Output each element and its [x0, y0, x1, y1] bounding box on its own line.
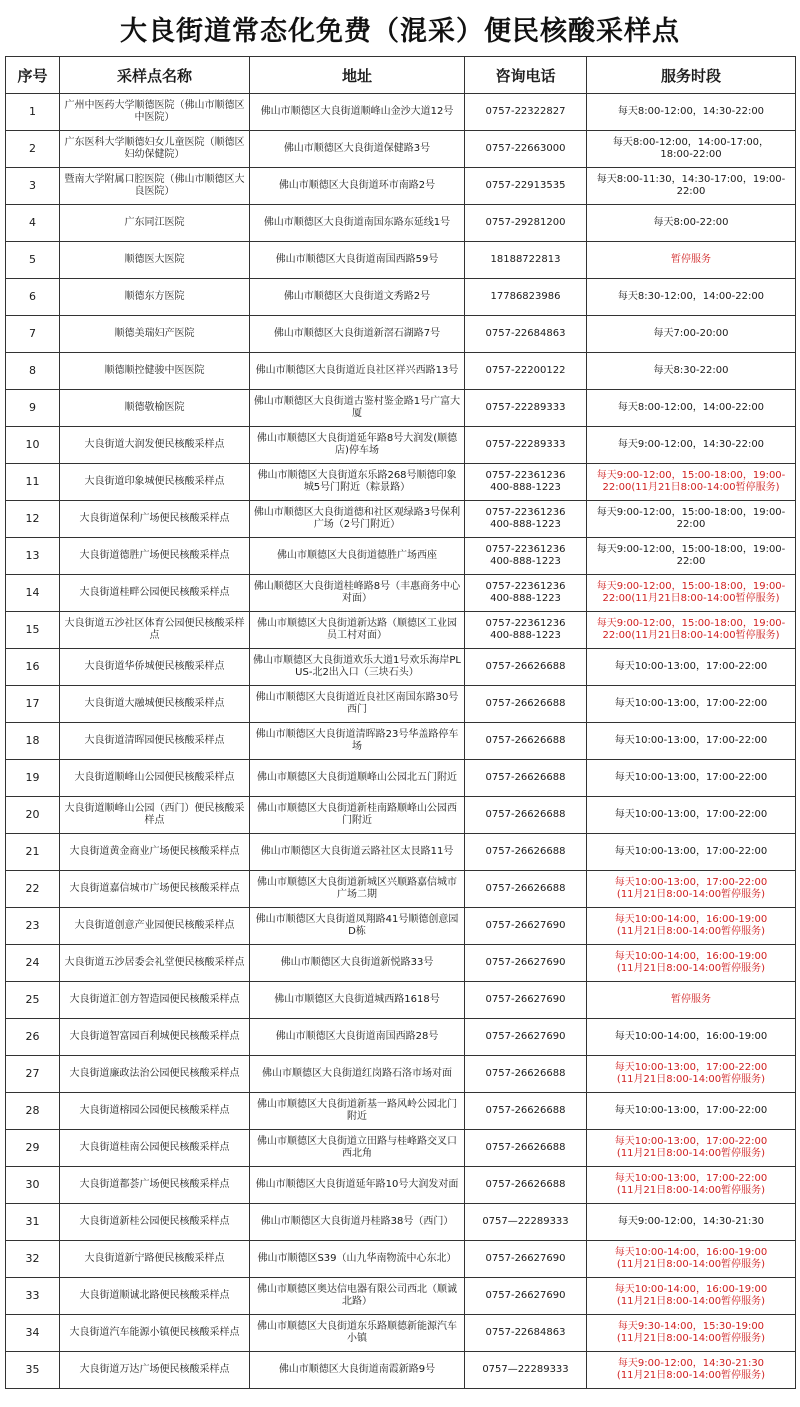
- cell-hours: 每天10:00-13:00，17:00-22:00 (11月21日8:00-14:00暂停服务): [587, 1056, 796, 1093]
- table-row: [6, 1352, 796, 1389]
- cell-seq: 22: [6, 871, 60, 908]
- table-row: [6, 131, 796, 168]
- cell-phone: 0757-26627690: [465, 1019, 587, 1056]
- cell-site-name: 大良街道顺诚北路便民核酸采样点: [60, 1278, 250, 1315]
- table-row: [6, 1241, 796, 1278]
- cell-seq: 28: [6, 1093, 60, 1130]
- cell-phone: 0757-26626688: [465, 1056, 587, 1093]
- cell-phone: 0757-26626688: [465, 760, 587, 797]
- cell-phone: 0757-29281200: [465, 205, 587, 242]
- cell-site-name: 大良街道大融城便民核酸采样点: [60, 686, 250, 723]
- cell-phone: 17786823986: [465, 279, 587, 316]
- cell-seq: 25: [6, 982, 60, 1019]
- cell-site-name: 大良街道保利广场便民核酸采样点: [60, 501, 250, 538]
- cell-address: 佛山市顺德区大良街道顺峰山公园北五门附近: [250, 760, 465, 797]
- cell-hours: 每天9:00-12:00，15:00-18:00，19:00-22:00: [587, 501, 796, 538]
- cell-hours: 每天8:00-11:30，14:30-17:00，19:00-22:00: [587, 168, 796, 205]
- cell-seq: 10: [6, 427, 60, 464]
- cell-address: 佛山市顺德区大良街道延年路8号大润发(顺德店)停车场: [250, 427, 465, 464]
- cell-phone: 0757-22361236 400-888-1223: [465, 612, 587, 649]
- cell-seq: 19: [6, 760, 60, 797]
- cell-phone: 0757-26626688: [465, 649, 587, 686]
- cell-site-name: 大良街道新桂公园便民核酸采样点: [60, 1204, 250, 1241]
- cell-seq: 15: [6, 612, 60, 649]
- cell-address: 佛山市顺德区大良街道南国东路东延线1号: [250, 205, 465, 242]
- cell-site-name: 大良街道清晖园便民核酸采样点: [60, 723, 250, 760]
- cell-hours: 每天10:00-13:00，17:00-22:00: [587, 649, 796, 686]
- cell-hours: 每天10:00-13:00，17:00-22:00 (11月21日8:00-14:00暂停服务): [587, 871, 796, 908]
- cell-address: 佛山市顺德区大良街道东乐路268号顺德印象城5号门附近（粽景路）: [250, 464, 465, 501]
- table-row: [6, 353, 796, 390]
- table-row: [6, 575, 796, 612]
- cell-address: 佛山顺德区大良街道桂峰路8号（丰惠商务中心对面）: [250, 575, 465, 612]
- cell-hours: 每天10:00-14:00，16:00-19:00 (11月21日8:00-14:00暂停服务): [587, 908, 796, 945]
- cell-hours: 每天10:00-13:00，17:00-22:00: [587, 723, 796, 760]
- cell-hours: 每天9:00-12:00，15:00-18:00，19:00-22:00(11月21日8:00-14:00暂停服务): [587, 612, 796, 649]
- cell-site-name: 大良街道汽车能源小镇便民核酸采样点: [60, 1315, 250, 1352]
- cell-address: 佛山市顺德区大良街道丹桂路38号（西门）: [250, 1204, 465, 1241]
- cell-address: 佛山市顺德区大良街道新达路（顺德区工业园员工村对面）: [250, 612, 465, 649]
- table-row: [6, 871, 796, 908]
- cell-address: 佛山市顺德区大良街道环市南路2号: [250, 168, 465, 205]
- table-row: [6, 1019, 796, 1056]
- cell-hours: 每天8:00-12:00，14:00-22:00: [587, 390, 796, 427]
- cell-seq: 23: [6, 908, 60, 945]
- table-header-row: [6, 57, 796, 94]
- cell-phone: 0757-26627690: [465, 945, 587, 982]
- cell-hours: 每天9:00-12:00，15:00-18:00，19:00-22:00(11月21日8:00-14:00暂停服务): [587, 575, 796, 612]
- cell-seq: 35: [6, 1352, 60, 1389]
- cell-seq: 7: [6, 316, 60, 353]
- cell-site-name: 大良街道嘉信城市广场便民核酸采样点: [60, 871, 250, 908]
- cell-seq: 14: [6, 575, 60, 612]
- cell-site-name: 大良街道创意产业园便民核酸采样点: [60, 908, 250, 945]
- cell-site-name: 大良街道新宁路便民核酸采样点: [60, 1241, 250, 1278]
- cell-seq: 8: [6, 353, 60, 390]
- cell-site-name: 顺德医大医院: [60, 242, 250, 279]
- table-row: [6, 501, 796, 538]
- cell-address: 佛山市顺德区大良街道清晖路23号华盖路停车场: [250, 723, 465, 760]
- cell-hours: 每天8:30-12:00，14:00-22:00: [587, 279, 796, 316]
- cell-site-name: 大良街道廉政法治公园便民核酸采样点: [60, 1056, 250, 1093]
- cell-site-name: 广州中医药大学顺德医院（佛山市顺德区中医院）: [60, 94, 250, 131]
- table-row: [6, 94, 796, 131]
- cell-phone: 0757-26626688: [465, 1130, 587, 1167]
- cell-address: 佛山市顺德区大良街道新滘石湖路7号: [250, 316, 465, 353]
- table-row: [6, 464, 796, 501]
- cell-site-name: 广东同江医院: [60, 205, 250, 242]
- cell-site-name: 大良街道大润发便民核酸采样点: [60, 427, 250, 464]
- table-row: [6, 205, 796, 242]
- cell-phone: 0757-22361236 400-888-1223: [465, 501, 587, 538]
- cell-phone: 0757-22289333: [465, 390, 587, 427]
- header-name: 采样点名称: [60, 57, 250, 94]
- table-row: [6, 1278, 796, 1315]
- cell-address: 佛山市顺德区奥达信电器有限公司西北（顺诚北路）: [250, 1278, 465, 1315]
- cell-seq: 1: [6, 94, 60, 131]
- table-row: [6, 1056, 796, 1093]
- table-row: [6, 242, 796, 279]
- cell-hours: 每天9:00-12:00，15:00-18:00，19:00-22:00(11月21日8:00-14:00暂停服务): [587, 464, 796, 501]
- cell-hours: 每天10:00-13:00，17:00-22:00: [587, 760, 796, 797]
- cell-hours: 每天10:00-14:00，16:00-19:00 (11月21日8:00-14:00暂停服务): [587, 945, 796, 982]
- cell-site-name: 大良街道黄金商业广场便民核酸采样点: [60, 834, 250, 871]
- cell-site-name: 大良街道桂南公园便民核酸采样点: [60, 1130, 250, 1167]
- cell-hours: 每天7:00-20:00: [587, 316, 796, 353]
- cell-address: 佛山市顺德区大良街道新城区兴顺路嘉信城市广场二期: [250, 871, 465, 908]
- cell-phone: 0757-26627690: [465, 1241, 587, 1278]
- cell-phone: 0757-22361236 400-888-1223: [465, 575, 587, 612]
- cell-site-name: 广东医科大学顺德妇女儿童医院（顺德区妇幼保健院）: [60, 131, 250, 168]
- header-address: 地址: [250, 57, 465, 94]
- cell-site-name: 大良街道智富园百利城便民核酸采样点: [60, 1019, 250, 1056]
- cell-hours: 每天10:00-13:00，17:00-22:00: [587, 834, 796, 871]
- header-seq: 序号: [6, 57, 60, 94]
- cell-site-name: 顺德东方医院: [60, 279, 250, 316]
- table-row: [6, 1315, 796, 1352]
- cell-hours: 每天9:00-12:00，14:30-21:30: [587, 1204, 796, 1241]
- cell-phone: 0757—22289333: [465, 1352, 587, 1389]
- cell-hours: 每天10:00-13:00，17:00-22:00: [587, 1093, 796, 1130]
- cell-hours: 暂停服务: [587, 982, 796, 1019]
- table-row: [6, 316, 796, 353]
- cell-phone: 0757-26626688: [465, 1167, 587, 1204]
- cell-address: 佛山市顺德区大良街道立田路与桂峰路交叉口西北角: [250, 1130, 465, 1167]
- cell-phone: 0757-26627690: [465, 982, 587, 1019]
- cell-address: 佛山市顺德区大良街道近良社区祥兴西路13号: [250, 353, 465, 390]
- cell-seq: 24: [6, 945, 60, 982]
- cell-address: 佛山市顺德区大良街道新桂南路顺峰山公园西门附近: [250, 797, 465, 834]
- cell-address: 佛山市顺德区大良街道南国西路59号: [250, 242, 465, 279]
- cell-hours: 每天10:00-14:00，16:00-19:00: [587, 1019, 796, 1056]
- cell-site-name: 顺德顺控健骏中医医院: [60, 353, 250, 390]
- cell-phone: 0757-26626688: [465, 723, 587, 760]
- table-body: [6, 94, 796, 1389]
- cell-phone: 0757—22289333: [465, 1204, 587, 1241]
- cell-seq: 30: [6, 1167, 60, 1204]
- cell-seq: 13: [6, 538, 60, 575]
- cell-address: 佛山市顺德区大良街道红岗路石洛市场对面: [250, 1056, 465, 1093]
- cell-hours: 每天9:00-12:00，14:30-21:30 (11月21日8:00-14:00暂停服务): [587, 1352, 796, 1389]
- cell-site-name: 大良街道万达广场便民核酸采样点: [60, 1352, 250, 1389]
- cell-seq: 3: [6, 168, 60, 205]
- cell-phone: 0757-22361236 400-888-1223: [465, 464, 587, 501]
- header-hours: 服务时段: [587, 57, 796, 94]
- cell-hours: 每天9:30-14:00，15:30-19:00 (11月21日8:00-14:00暂停服务): [587, 1315, 796, 1352]
- cell-hours: 暂停服务: [587, 242, 796, 279]
- cell-seq: 27: [6, 1056, 60, 1093]
- table-row: [6, 649, 796, 686]
- table-row: [6, 1093, 796, 1130]
- cell-address: 佛山市顺德区大良街道延年路10号大润发对面: [250, 1167, 465, 1204]
- table-row: [6, 168, 796, 205]
- cell-seq: 20: [6, 797, 60, 834]
- cell-seq: 4: [6, 205, 60, 242]
- cell-seq: 32: [6, 1241, 60, 1278]
- cell-seq: 5: [6, 242, 60, 279]
- cell-phone: 0757-22684863: [465, 1315, 587, 1352]
- cell-site-name: 大良街道顺峰山公园（西门）便民核酸采样点: [60, 797, 250, 834]
- cell-address: 佛山市顺德区大良街道古鉴村鉴金路1号广富大厦: [250, 390, 465, 427]
- cell-seq: 17: [6, 686, 60, 723]
- table-row: [6, 797, 796, 834]
- cell-address: 佛山市顺德区大良街道南霞新路9号: [250, 1352, 465, 1389]
- cell-hours: 每天10:00-13:00，17:00-22:00 (11月21日8:00-14:00暂停服务): [587, 1167, 796, 1204]
- cell-seq: 33: [6, 1278, 60, 1315]
- cell-seq: 6: [6, 279, 60, 316]
- cell-hours: 每天8:00-12:00，14:30-22:00: [587, 94, 796, 131]
- cell-seq: 16: [6, 649, 60, 686]
- cell-site-name: 大良街道汇创方智造园便民核酸采样点: [60, 982, 250, 1019]
- cell-phone: 0757-26626688: [465, 797, 587, 834]
- cell-seq: 21: [6, 834, 60, 871]
- table-row: [6, 723, 796, 760]
- cell-phone: 0757-22361236 400-888-1223: [465, 538, 587, 575]
- cell-seq: 12: [6, 501, 60, 538]
- cell-seq: 34: [6, 1315, 60, 1352]
- cell-hours: 每天8:00-22:00: [587, 205, 796, 242]
- cell-address: 佛山市顺德区大良街道德和社区观绿路3号保利广场（2号门附近）: [250, 501, 465, 538]
- sampling-sites-table: [5, 56, 796, 1389]
- table-row: [6, 760, 796, 797]
- cell-hours: 每天10:00-13:00，17:00-22:00: [587, 686, 796, 723]
- cell-address: 佛山市顺德区S39（山九华南物流中心东北）: [250, 1241, 465, 1278]
- cell-phone: 0757-26626688: [465, 834, 587, 871]
- table-row: [6, 945, 796, 982]
- cell-hours: 每天10:00-14:00，16:00-19:00 (11月21日8:00-14:00暂停服务): [587, 1278, 796, 1315]
- cell-phone: 0757-22913535: [465, 168, 587, 205]
- cell-seq: 9: [6, 390, 60, 427]
- cell-site-name: 大良街道五沙社区体育公园便民核酸采样点: [60, 612, 250, 649]
- cell-address: 佛山市顺德区大良街道文秀路2号: [250, 279, 465, 316]
- cell-hours: 每天10:00-14:00，16:00-19:00 (11月21日8:00-14:00暂停服务): [587, 1241, 796, 1278]
- cell-address: 佛山市顺德区大良街道东乐路顺德新能源汽车小镇: [250, 1315, 465, 1352]
- cell-phone: 18188722813: [465, 242, 587, 279]
- table-row: [6, 1130, 796, 1167]
- cell-hours: 每天10:00-13:00，17:00-22:00: [587, 797, 796, 834]
- cell-seq: 31: [6, 1204, 60, 1241]
- cell-site-name: 大良街道五沙居委会礼堂便民核酸采样点: [60, 945, 250, 982]
- cell-hours: 每天10:00-13:00，17:00-22:00 (11月21日8:00-14:00暂停服务): [587, 1130, 796, 1167]
- table-row: [6, 612, 796, 649]
- cell-address: 佛山市顺德区大良街道凤翔路41号顺德创意园D栋: [250, 908, 465, 945]
- cell-phone: 0757-22289333: [465, 427, 587, 464]
- header-phone: 咨询电话: [465, 57, 587, 94]
- table-row: [6, 908, 796, 945]
- cell-site-name: 大良街道德胜广场便民核酸采样点: [60, 538, 250, 575]
- table-row: [6, 538, 796, 575]
- table-row: [6, 1204, 796, 1241]
- cell-phone: 0757-22684863: [465, 316, 587, 353]
- cell-site-name: 大良街道都荟广场便民核酸采样点: [60, 1167, 250, 1204]
- cell-address: 佛山市顺德区大良街道云路社区太艮路11号: [250, 834, 465, 871]
- cell-address: 佛山市顺德区大良街道顺峰山金沙大道12号: [250, 94, 465, 131]
- cell-seq: 11: [6, 464, 60, 501]
- cell-address: 佛山市顺德区大良街道德胜广场西座: [250, 538, 465, 575]
- cell-site-name: 大良街道印象城便民核酸采样点: [60, 464, 250, 501]
- table-row: [6, 390, 796, 427]
- cell-site-name: 顺德敬榆医院: [60, 390, 250, 427]
- cell-phone: 0757-26627690: [465, 908, 587, 945]
- cell-phone: 0757-26627690: [465, 1278, 587, 1315]
- cell-phone: 0757-26626688: [465, 871, 587, 908]
- cell-site-name: 暨南大学附属口腔医院（佛山市顺德区大良医院）: [60, 168, 250, 205]
- cell-address: 佛山市顺德区大良街道南国西路28号: [250, 1019, 465, 1056]
- cell-seq: 18: [6, 723, 60, 760]
- cell-address: 佛山市顺德区大良街道近良社区南国东路30号西门: [250, 686, 465, 723]
- cell-hours: 每天8:30-22:00: [587, 353, 796, 390]
- cell-address: 佛山市顺德区大良街道保健路3号: [250, 131, 465, 168]
- cell-site-name: 大良街道顺峰山公园便民核酸采样点: [60, 760, 250, 797]
- cell-phone: 0757-22200122: [465, 353, 587, 390]
- cell-phone: 0757-26626688: [465, 686, 587, 723]
- cell-address: 佛山市顺德区大良街道新基一路风岭公园北门附近: [250, 1093, 465, 1130]
- cell-address: 佛山市顺德区大良街道欢乐大道1号欢乐海岸PLUS-北2出入口（三块石头）: [250, 649, 465, 686]
- table-row: [6, 686, 796, 723]
- cell-hours: 每天9:00-12:00，14:30-22:00: [587, 427, 796, 464]
- cell-seq: 2: [6, 131, 60, 168]
- table-row: [6, 834, 796, 871]
- cell-site-name: 大良街道桂畔公园便民核酸采样点: [60, 575, 250, 612]
- cell-hours: 每天8:00-12:00，14:00-17:00， 18:00-22:00: [587, 131, 796, 168]
- cell-seq: 29: [6, 1130, 60, 1167]
- cell-address: 佛山市顺德区大良街道新悦路33号: [250, 945, 465, 982]
- cell-site-name: 大良街道华侨城便民核酸采样点: [60, 649, 250, 686]
- table-row: [6, 982, 796, 1019]
- cell-hours: 每天9:00-12:00，15:00-18:00，19:00-22:00: [587, 538, 796, 575]
- cell-seq: 26: [6, 1019, 60, 1056]
- cell-site-name: 顺德美瑞妇产医院: [60, 316, 250, 353]
- table-row: [6, 427, 796, 464]
- cell-site-name: 大良街道榕园公园便民核酸采样点: [60, 1093, 250, 1130]
- page-title: 大良街道常态化免费（混采）便民核酸采样点: [120, 15, 680, 47]
- cell-phone: 0757-22322827: [465, 94, 587, 131]
- cell-address: 佛山市顺德区大良街道城西路1618号: [250, 982, 465, 1019]
- cell-phone: 0757-22663000: [465, 131, 587, 168]
- table-row: [6, 1167, 796, 1204]
- cell-phone: 0757-26626688: [465, 1093, 587, 1130]
- table-row: [6, 279, 796, 316]
